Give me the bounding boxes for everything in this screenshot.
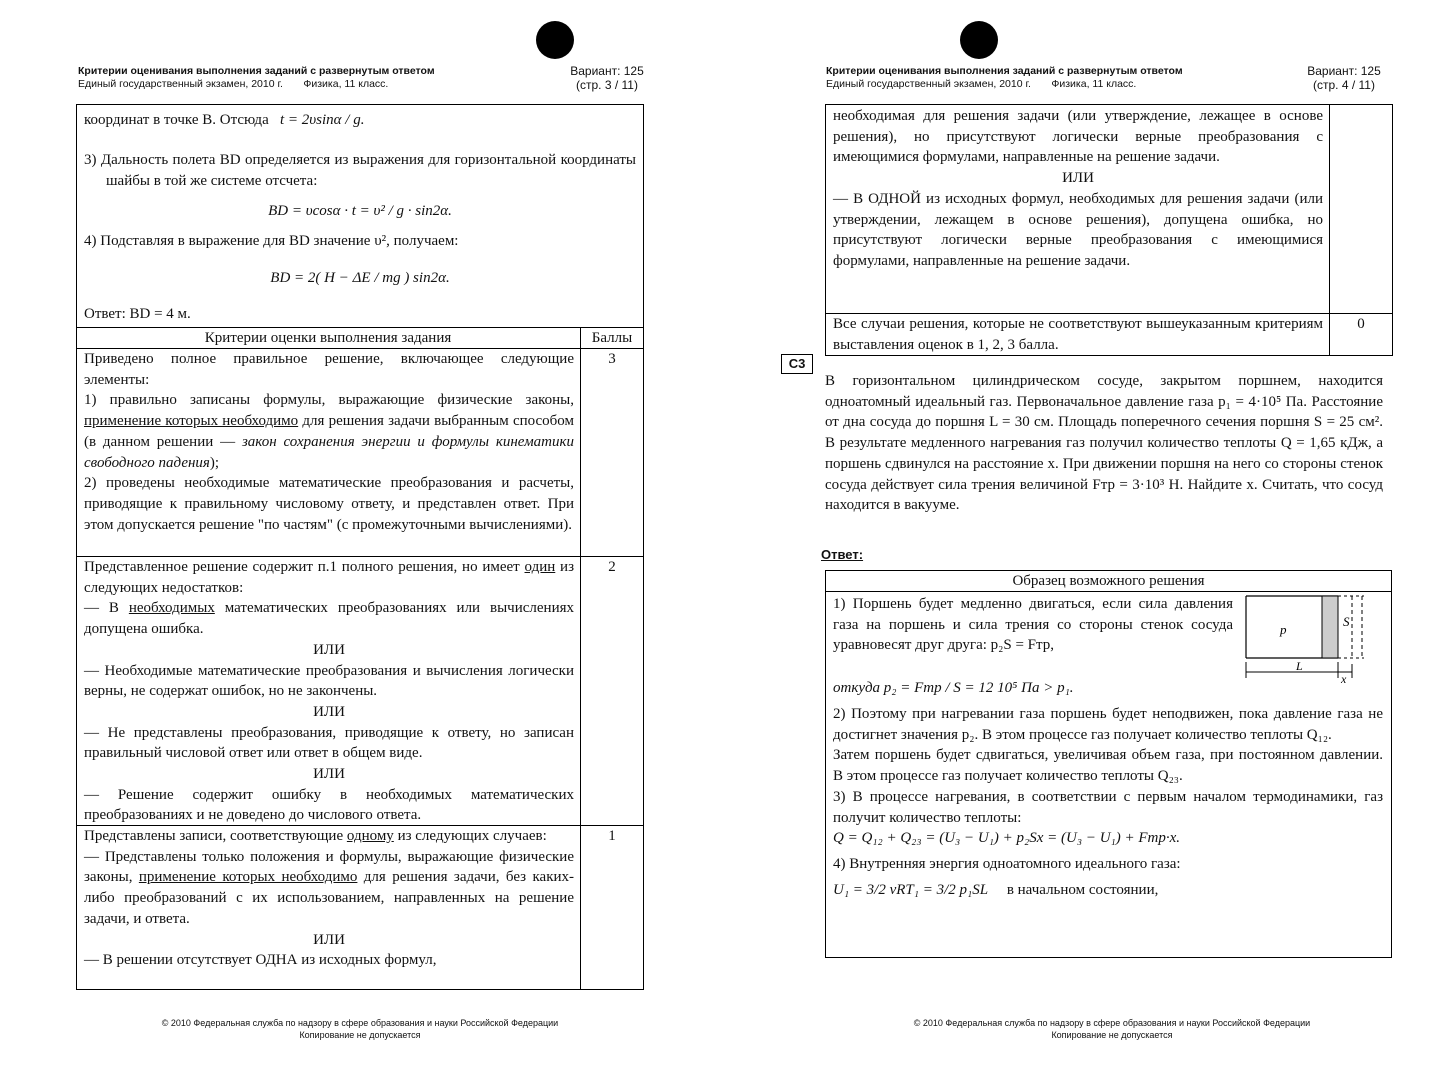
points-1: 1 [608,828,616,844]
piston [1322,596,1338,658]
page-footer [842,1017,1382,1041]
header-subject: Физика, 11 класс. [303,78,389,90]
right-page [722,0,1443,1079]
answer: Ответ: BD = 4 м. [84,306,191,323]
label-x: x [1341,672,1347,684]
points-3: 3 [608,351,616,367]
row3-item2: 2) проведены необходимые математические преобразования и расчеты, приводящие к правильному числовому ответу, и представлен ответ. При этом допускается решение "по частям" (с промежуточными вычислениями). [84,475,574,533]
points-2: 2 [608,559,616,575]
row1-case3: — В ОДНОЙ из исходных формул, необходимых для решения задачи (или утверждении, лежащем в основе решения), допущена ошибка, но присутствуют логически верные преобразования с имеющимися формулами, направленные на решение задачи. [833,190,1323,269]
table-header-criteria: Критерии оценки выполнения задания [204,330,452,346]
footer-copyright: © 2010 Федеральная служба по надзору в сфере образования и науки Российской Федерации [913,1018,1311,1028]
variant-block [1298,64,1390,92]
page-header [826,65,1183,91]
piston-diagram [1244,592,1372,684]
step-4-text: 4) Внутренняя энергия одноатомного идеального газа: [833,856,1181,873]
row1-case2: — В решении отсутствует ОДНА из исходных формул, [84,952,437,969]
page-number: (стр. 4 / 11) [1313,78,1375,92]
header-subtitle: Единый государственный экзамен, 2010 г. [78,78,283,90]
label-s: S [1343,614,1350,629]
page-header [78,65,435,91]
variant-label: Вариант: 125 [570,64,644,78]
footer-notice: Копирование не допускается [299,1030,421,1040]
task-label: С3 [781,354,813,374]
step-3-formula: Q = Q₁₂ + Q₂₃ = (U₃ − U₁) + p₂Sx = (U₃ − U₁) + Fтр·x. [833,830,1181,847]
row2-case3: — Не представлены преобразования, приводящие к ответу, но записан правильный числовой ответ или ответ в общем виде. [84,724,574,762]
points-0: 0 [1357,316,1365,332]
row2-case2: — Необходимые математические преобразования и вычисления логически верны, не содержат ошибок, но не закончены. [84,662,574,700]
variant-block [548,64,666,92]
solution-title: Образец возможного решения [1012,573,1205,589]
criteria-row-2: Представленное решение содержит п.1 полного решения, но имеет один из следующих недостатков: — В необходимых математических преобразованиях или вычислениях допущена ошибка. ИЛИ — Необходимые математические преобразования и вычисления логически верны, не содержат ошибок, но не закончены. ИЛИ — Не представлены преобразования, приводящие к ответу, но записан правильный числовой ответ или ответ в общем виде. ИЛИ — Решение содержит ошибку в необходимых математических преобразованиях и не доведено до числового ответа. [78,557,580,826]
step-1-formula: откуда p₂ = Fтр / S = 12 10⁵ Па > p₁. [833,680,1074,696]
page-footer [90,1017,630,1041]
binder-hole [536,21,574,59]
footer-notice: Копирование не допускается [1051,1030,1173,1040]
footer-copyright: © 2010 Федеральная служба по надзору в сфере образования и науки Российской Федерации [161,1018,559,1028]
solution-steps [833,672,1383,905]
step-2b-text: Затем поршень будет сдвигаться, увеличивая объем газа, при постоянном давлении. В этом процессе газ получает количество теплоты Q₂₃. [833,747,1383,785]
header-subject: Физика, 11 класс. [1051,78,1137,90]
criteria-row-1: Представлены записи, соответствующие одному из следующих случаев: — Представлены только положения и формулы, выражающие физические законы, применение которых необходимо для решения задачи, без каких-либо преобразований с их использованием, направленных на решение задачи, и ответа. ИЛИ — В решении отсутствует ОДНА из исходных формул, [78,826,580,971]
solution-step-1 [833,594,1233,656]
table-header-points: Баллы [591,330,633,346]
step-4-formula: U₁ = 3/2 νRT₁ = 3/2 p₁SL [833,881,989,898]
label-L: L [1296,659,1303,673]
row3-intro: Приведено полное правильное решение, включающее следующие элементы: [84,351,574,388]
criteria-row-0: Все случаи решения, которые не соответствуют вышеуказанным критериям выставления оценок в 1, 2, 3 балла. [833,316,1323,353]
coord-text: координат в точке В. Отсюда [84,112,269,128]
row1-case2-cont: необходимая для решения задачи (или утверждение, лежащее в основе решения), но присутствуют логически верные преобразования с имеющимися формулами, направленные на решение задачи. [833,108,1323,166]
row2-case4: — Решение содержит ошибку в необходимых математических преобразованиях и не доведено до числового ответа. [84,786,574,824]
criteria-row-1-cont [827,106,1329,272]
left-page [0,0,720,1079]
solution-text [84,110,636,325]
task-statement: В горизонтальном цилиндрическом сосуде, закрытом поршнем, находится одноатомный идеальный газ. Первоначальное давление газа p₁ = 4·10⁵ Па. Расстояние от дна сосуда до поршня L = 30 см. Площадь поперечного сечения поршня S = 25 см². В результате медленного нагревания газ получил количество теплоты Q = 1,65 кДж, а поршень сдвинулся на расстояние x. При движении поршня на него со стороны стенок сосуда действует сила трения величиной Fтр = 3·10³ Н. Найдите x. Считать, что сосуд находится в вакууме. [825,373,1383,514]
step-2-text: 2) Поэтому при нагревании газа поршень будет неподвижен, пока давление газа не достигнет значения p₂. В этом процессе газ получает количество теплоты Q₁₂. [833,706,1383,743]
table-col-divider [580,327,581,990]
step-1-text: 1) Поршень будет медленно двигаться, если сила давления газа на поршень и сила трения со стороны стенок сосуда уравновесят друг друга: p₂S = Fтр, [833,596,1233,654]
variant-label: Вариант: 125 [1307,64,1381,78]
label-p: p [1280,622,1287,637]
step-4-formula: BD = 2( H − ΔE / mg ) sin2α. [270,270,450,287]
or-label: ИЛИ [313,641,345,658]
header-subtitle: Единый государственный экзамен, 2010 г. [826,78,1031,90]
or-label: ИЛИ [313,703,345,720]
step-4-tail: в начальном состоянии, [1006,881,1159,898]
coord-formula: t = 2υsinα / g. [279,112,365,128]
step-3-formula: BD = υcosα · t = υ² / g · sin2α. [268,203,452,220]
or-label: ИЛИ [1062,170,1094,187]
row3-item1: 1) правильно записаны формулы, выражающие физические законы, применение которых необходимо для решения задачи выбранным способом (в данном решении — закон сохранения энергии и формулы кинематики свободного падения); [84,392,574,471]
step-3: 3) Дальность полета BD определяется из выражения для горизонтальной координаты шайбы в той же системе отсчета: [84,152,636,189]
or-label: ИЛИ [313,766,345,783]
header-title: Критерии оценивания выполнения заданий с развернутым ответом [78,65,435,77]
binder-hole [960,21,998,59]
step-4: 4) Подставляя в выражение для BD значение υ², получаем: [84,233,459,250]
page-number: (стр. 3 / 11) [576,78,638,92]
header-title: Критерии оценивания выполнения заданий с развернутым ответом [826,65,1183,77]
step-3-text: 3) В процессе нагревания, в соответствии с первым началом термодинамики, газ получит количество теплоты: [833,788,1383,826]
criteria-row-3 [78,349,580,535]
or-label: ИЛИ [313,931,345,948]
answer-label: Ответ: [821,547,864,562]
